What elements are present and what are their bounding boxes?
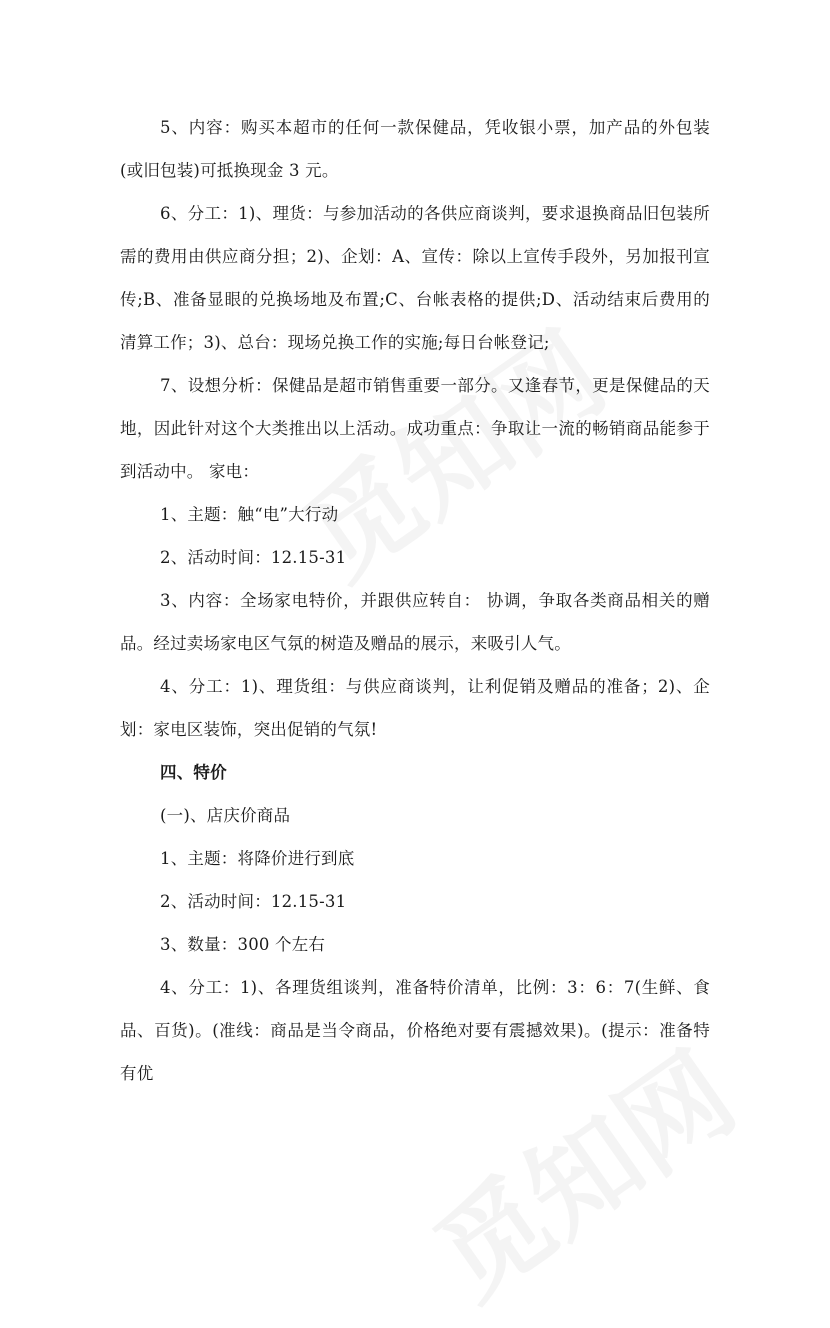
paragraph: 1、主题：触“电”大行动 <box>160 505 339 524</box>
paragraph: 2、活动时间：12.15-31 <box>160 892 347 911</box>
section-heading: 四、特价 <box>160 763 227 782</box>
paragraph: 3、内容：全场家电特价，并跟供应转自： 协调，争取各类商品相关的赠品。经过卖场家电区气氛的树造及赠品的展示，来吸引人气。 <box>120 591 710 653</box>
paragraph: 4、分工：1)、理货组：与供应商谈判，让利促销及赠品的准备；2)、企划：家电区装饰，突出促销的气氛! <box>120 677 710 739</box>
paragraph: 1、主题：将降价进行到底 <box>160 849 355 868</box>
paragraph: (一)、店庆价商品 <box>160 806 291 825</box>
paragraph: 5、内容：购买本超市的任何一款保健品，凭收银小票，加产品的外包装(或旧包装)可抵换现金 3 元。 <box>120 118 710 180</box>
paragraph: 3、数量：300 个左右 <box>160 935 326 954</box>
paragraph: 2、活动时间：12.15-31 <box>160 548 347 567</box>
paragraph: 4、分工：1)、各理货组谈判，准备特价清单，比例：3：6：7(生鲜、食品、百货)。(准线：商品是当令商品，价格绝对要有震撼效果)。(提示：准备特有优 <box>120 978 710 1083</box>
paragraph: 7、设想分析：保健品是超市销售重要一部分。又逢春节，更是保健品的天地，因此针对这个大类推出以上活动。成功重点：争取让一流的畅销商品能参于到活动中。 家电： <box>120 376 710 481</box>
document-body <box>120 106 710 1095</box>
paragraph: 6、分工：1)、理货：与参加活动的各供应商谈判，要求退换商品旧包装所需的费用由供应商分担；2)、企划：A、宣传：除以上宣传手段外，另加报刊宣传;B、准备显眼的兑换场地及布置;C、台帐表格的提供;D、活动结束后费用的清算工作；3)、总台：现场兑换工作的实施;每日台帐登记; <box>120 204 710 352</box>
